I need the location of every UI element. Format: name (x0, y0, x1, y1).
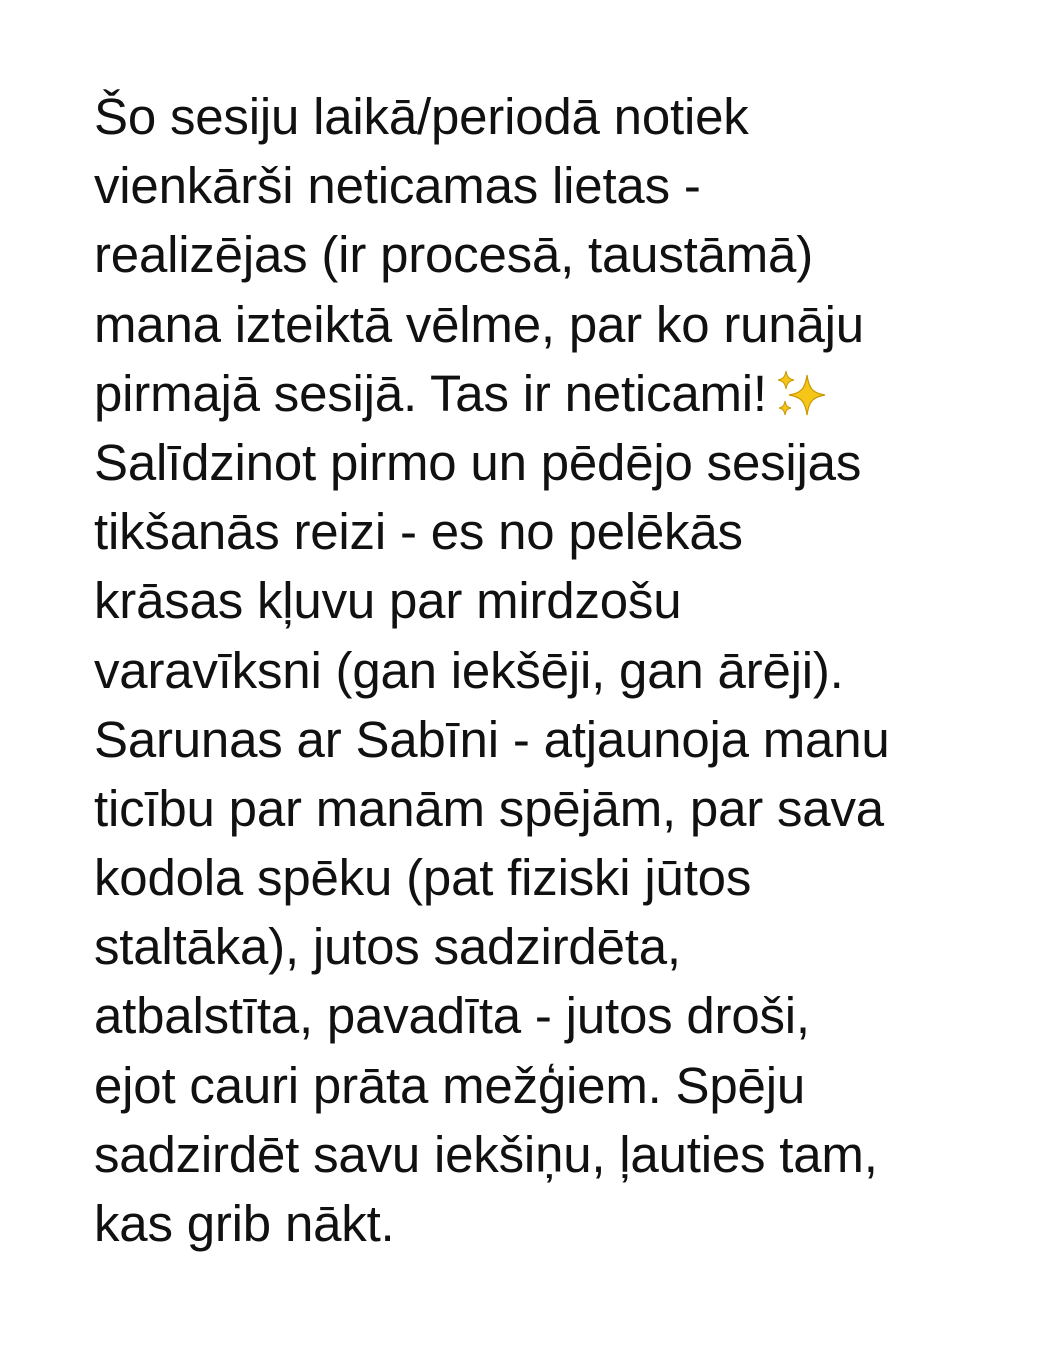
text-line: mana izteiktā vēlme, par ko runāju (94, 295, 864, 353)
text-line: Šo sesiju laikā/periodā notiek (94, 88, 749, 145)
text-line: ticību par manām spējām, par sava (94, 779, 884, 837)
text-line: staltāka), jutos sadzirdēta, (94, 918, 681, 976)
text-line: Salīdzinot pirmo un pēdējo sesijas (94, 433, 862, 491)
text-line: sadzirdēt savu iekšiņu, ļauties tam, (94, 1125, 878, 1183)
text-line: Sarunas ar Sabīni - atjaunoja manu (94, 710, 890, 768)
testimonial-text (94, 82, 1034, 1258)
text-line: realizējas (ir procesā, taustāmā) (94, 226, 814, 284)
sparkles-icon (773, 369, 829, 421)
text-line: pirmajā sesijā. Tas ir neticami! (94, 364, 767, 422)
text-line: kodola spēku (pat fiziski jūtos (94, 849, 752, 907)
text-line: varavīksni (gan iekšēji, gan ārēji). (94, 641, 844, 699)
text-line: atbalstīta, pavadīta - jutos droši, (94, 987, 810, 1045)
text-line: kas grib nākt. (94, 1195, 395, 1252)
text-line-with-emoji (94, 359, 1034, 428)
text-line: vienkārši neticamas lietas - (94, 157, 701, 215)
text-line: krāsas kļuvu par mirdzošu (94, 572, 682, 630)
text-line: tikšanās reizi - es no pelēkās (94, 503, 743, 561)
text-line: ejot cauri prāta mežģiem. Spēju (94, 1056, 805, 1114)
